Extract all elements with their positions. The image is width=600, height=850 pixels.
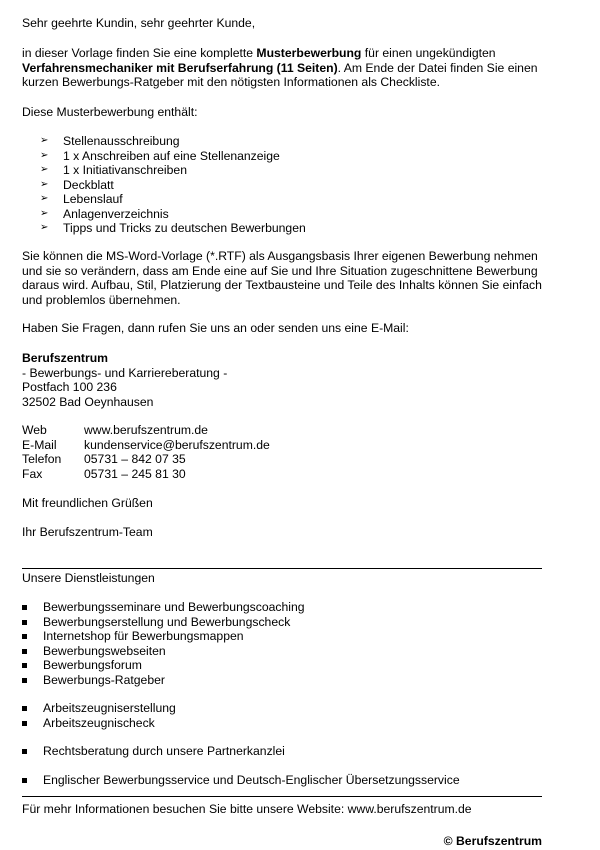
footer-text: Für mehr Informationen besuchen Sie bitte unsere Website: www.berufszentrum.de [22, 802, 472, 816]
list-item: ➢ Lebenslauf [22, 192, 542, 207]
list-item: ➢ Tipps und Tricks zu deutschen Bewerbungen [22, 221, 542, 236]
website-link[interactable]: www.berufszentrum.de [84, 423, 208, 437]
address-line: - Bewerbungs- und Karriereberatung - [22, 365, 228, 380]
copyright: © Berufszentrum [443, 834, 542, 848]
intro-paragraph [22, 46, 542, 90]
email-link[interactable]: kundenservice@berufszentrum.de [84, 437, 270, 452]
list-item: ➢ 1 x Anschreiben auf eine Stellenanzeige [22, 149, 542, 164]
list-item: ➢ 1 x Initiativanschreiben [22, 163, 542, 178]
list-item: Bewerbungsseminare und Bewerbungscoaching [22, 600, 542, 615]
contents-list [22, 134, 542, 236]
list-item: Bewerbungsforum [22, 658, 542, 673]
signature: Ihr Berufszentrum-Team [22, 525, 153, 539]
list-item: Bewerbungs-Ratgeber [22, 673, 542, 688]
contact-web [22, 423, 270, 438]
divider [22, 796, 542, 797]
contact-label: Fax [22, 466, 43, 481]
services-list-1 [22, 600, 542, 687]
closing: Mit freundlichen Grüßen [22, 496, 153, 510]
phone-value: 05731 – 842 07 35 [84, 452, 186, 466]
list-item: Englischer Bewerbungsservice und Deutsch-Englischer Übersetzungsservice [22, 773, 542, 788]
intro-text-c: für einen ungekündigten [361, 46, 496, 60]
contents-heading: Diese Musterbewerbung enthält: [22, 105, 198, 119]
contact-fax [22, 467, 270, 482]
intro-bold-job: Verfahrensmechaniker mit Berufserfahrung (11 Seiten) [22, 60, 338, 75]
services-list-3 [22, 744, 542, 759]
usage-paragraph: Sie können die MS-Word-Vorlage (*.RTF) als Ausgangsbasis Ihrer eigenen Bewerbung nehmen und sie so verändern, dass am Ende eine auf Sie und Ihre Situation zugeschnittene Bewerbung daraus wird. Aufbau, Stil, Platzierung der Textbausteine und Teile des Inhalts können Sie einfach und problemlos übernehmen. [22, 249, 542, 307]
list-item: Arbeitszeugniserstellung [22, 701, 542, 716]
list-item: ➢ Deckblatt [22, 178, 542, 193]
services-list-2 [22, 701, 542, 730]
intro-text-e: . Am Ende der Datei finden Sie einen kurzen Bewerbungs-Ratgeber mit den nötigsten Informationen als Checkliste. [22, 60, 538, 89]
list-item: Arbeitszeugnischeck [22, 716, 542, 731]
divider [22, 568, 542, 569]
services-heading: Unsere Dienstleistungen [22, 571, 155, 585]
intro-text-a: in dieser Vorlage finden Sie eine komplette [22, 46, 257, 60]
services-list-4 [22, 773, 542, 788]
address-line: 32502 Bad Oeynhausen [22, 394, 154, 409]
contact-email [22, 438, 270, 453]
list-item: Internetshop für Bewerbungsmappen [22, 629, 542, 644]
contact-label: Telefon [22, 452, 62, 466]
list-item: ➢ Anlagenverzeichnis [22, 207, 542, 222]
contact-label: E-Mail [22, 437, 57, 452]
list-item: Bewerbungserstellung und Bewerbungscheck [22, 615, 542, 630]
list-item: Bewerbungswebseiten [22, 644, 542, 659]
company-name: Berufszentrum [22, 351, 109, 365]
address-block [22, 351, 227, 409]
list-item: ➢ Stellenausschreibung [22, 134, 542, 149]
contact-label: Web [22, 423, 47, 437]
address-line: Postfach 100 236 [22, 380, 117, 394]
intro-bold-template: Musterbewerbung [256, 46, 362, 60]
contact-phone [22, 452, 270, 467]
list-item: Rechtsberatung durch unsere Partnerkanzlei [22, 744, 542, 759]
questions-paragraph: Haben Sie Fragen, dann rufen Sie uns an oder senden uns eine E-Mail: [22, 321, 409, 335]
fax-value: 05731 – 245 81 30 [84, 466, 186, 481]
contact-block [22, 423, 270, 481]
greeting: Sehr geehrte Kundin, sehr geehrter Kunde, [22, 16, 256, 30]
